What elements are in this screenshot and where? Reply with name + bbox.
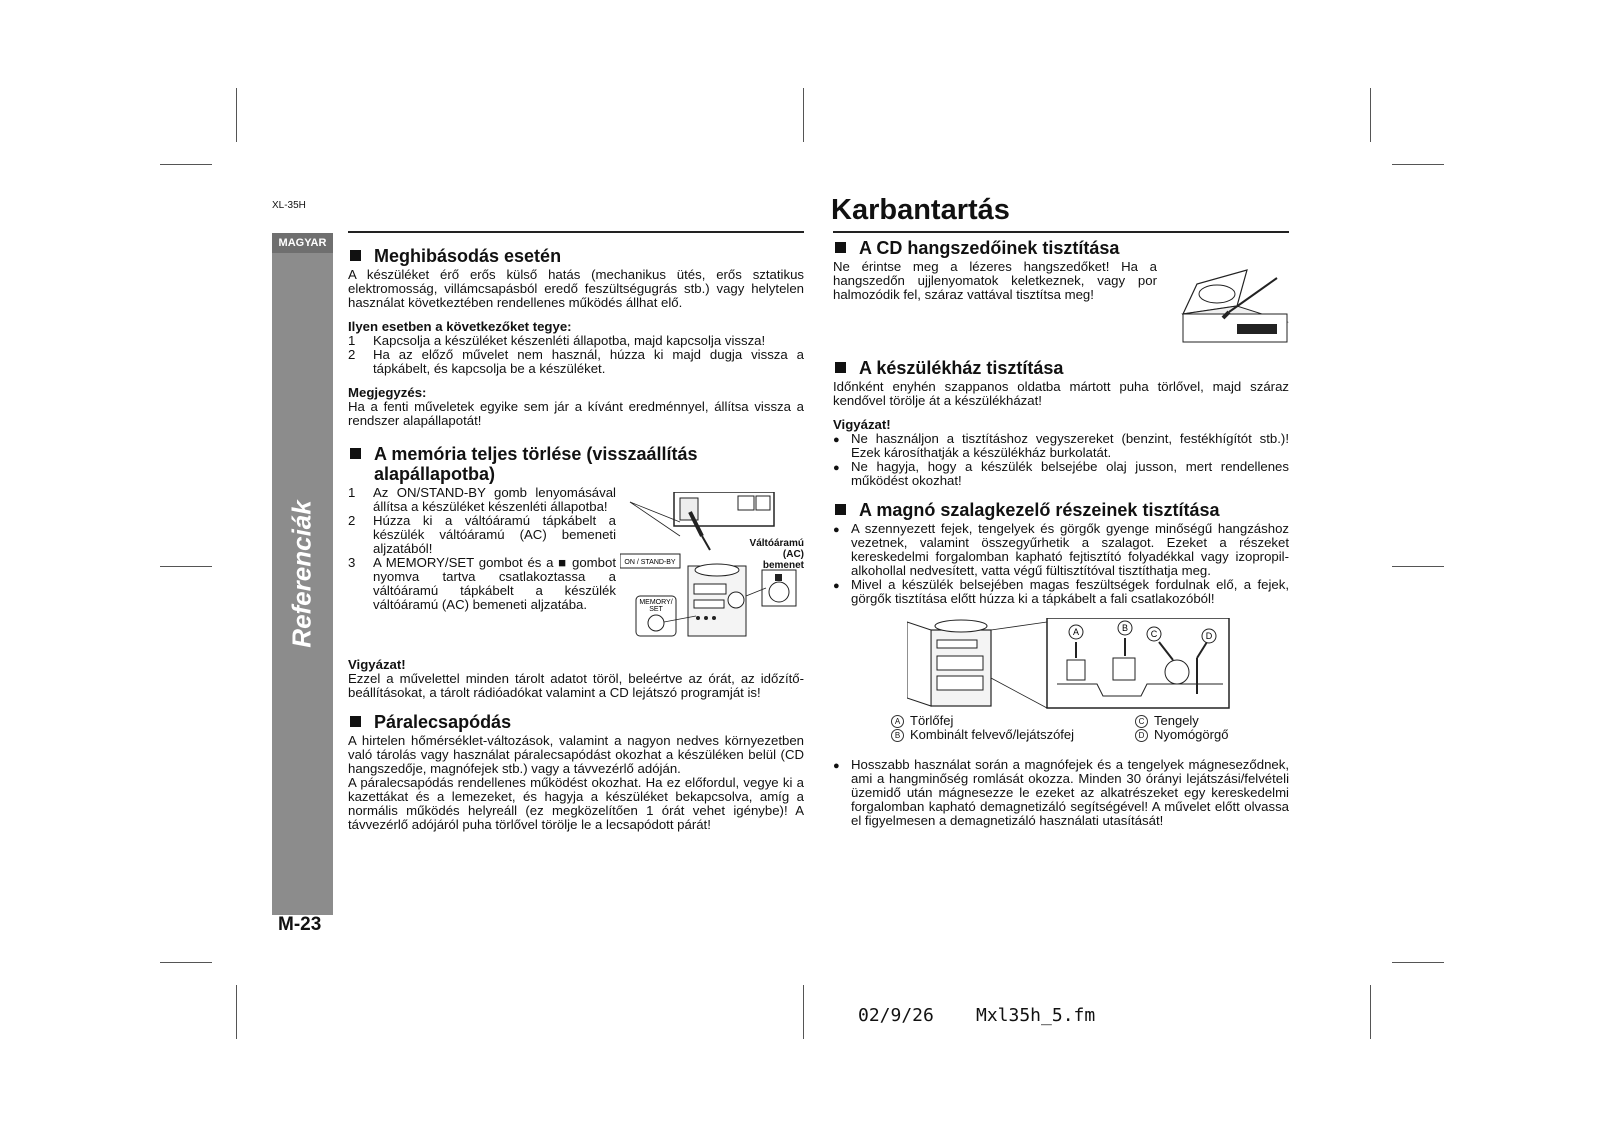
tape-figure — [833, 612, 1289, 714]
list-item: ● Hosszabb használat során a magnófejek és a tengelyek mágneseződnek, ami a hangminőség romlását okozza. Minden 30 órányi lejátszási/felvételi üzemidő után mágnesezze le ezeket az alkatrészeket egy kereskedelmi forgalomban kapható demagnetizáló segítségével! A művelet előtt olvassa el figyelmesen a demagnetizáló használati utasítását! — [833, 758, 1289, 828]
paragraph: A készüléket érő erős külső hatás (mechanikus ütés, erős sztatikus elektromosság, villámcsapásból eredő feszültségugrás stb.) vagy helytelen használat következtében rendellenes működés állhat elő. — [348, 267, 804, 310]
right-column — [833, 234, 1289, 828]
crop-mark — [803, 985, 804, 1039]
crop-mark — [236, 88, 237, 142]
square-bullet-icon — [835, 362, 846, 373]
list-item: 2 Húzza ki a váltóáramú tápkábelt a készülék váltóáramú (AC) bemeneti aljzatából! — [348, 513, 616, 556]
crop-mark — [160, 566, 212, 567]
paragraph: Ne érintse meg a lézeres hangszedőket! Ha a hangszedőn ujjlenyomatok keletkeznek, vagy por halmozódik fel, száraz vattával tisztítsa meg! — [833, 259, 1157, 302]
square-bullet-icon — [350, 250, 361, 261]
section-heading: Páralecsapódás — [348, 712, 804, 732]
crop-mark — [160, 164, 212, 165]
legend-item: B Kombinált felvevő/lejátszófej — [891, 728, 1135, 742]
list-item: 3 A MEMORY/SET gombot és a ■ gombot nyomva tartva csatlakoztassa a váltóáramú tápkábelt a készülék váltóáramú (AC) bemeneti aljzatába. — [348, 555, 616, 612]
section-heading: A magnó szalagkezelő részeinek tisztítása — [833, 500, 1289, 520]
paragraph: Ezzel a művelettel minden tárolt adatot töröl, beleértve az órát, az időzítő-beállításokat, a tárolt rádióadókat valamint a CD lejátszó programját is! — [348, 671, 804, 700]
reset-block — [348, 486, 804, 648]
figure-caption: Váltóáramú (AC) bemenet — [749, 538, 804, 571]
memory-set-label-1: MEMORY/ — [639, 599, 673, 606]
callout-label: C — [1150, 629, 1158, 639]
crop-mark — [1392, 566, 1444, 567]
square-bullet-icon — [350, 716, 361, 727]
footer-date: 02/9/26 — [858, 1005, 934, 1026]
crop-mark — [1370, 88, 1371, 142]
subheading: Ilyen esetben a következőket tegye: — [348, 319, 572, 334]
memory-set-label-2: SET — [649, 606, 663, 613]
page-number: M-23 — [278, 914, 322, 935]
square-bullet-icon — [350, 448, 361, 459]
paragraph: A hirtelen hőmérséklet-változások, valamint a nagyon nedves környezetben való tárolás vagy használat páralecsapódást okozhat a készüléken belül (CD hangszedője, magnófejek stb.) vagy a távvezérlő adóján. — [348, 733, 804, 776]
callout-label: D — [1205, 631, 1213, 641]
list-item: ● Mivel a készülék belsejében magas feszültségek fordulnak elő, a fejek, görgők tisztítása előtt húzza ki a tápkábelt a fali csatlakozóból! — [833, 578, 1289, 606]
right-top-rule — [833, 231, 1289, 233]
section-heading: A memória teljes törlése (visszaállítás alapállapotba) — [348, 444, 804, 484]
bullet-icon — [833, 432, 851, 460]
list-item: 2 Ha az előző művelet nem használ, húzza ki majd dugja vissza a tápkábelt, és kapcsolja be a készüléket. — [348, 347, 804, 376]
legend-item: C Tengely — [1135, 714, 1285, 728]
section-heading: Meghibásodás esetén — [348, 246, 804, 266]
callout-label: A — [1072, 627, 1080, 637]
legend-item: D Nyomógörgő — [1135, 728, 1285, 742]
bullet-icon — [833, 522, 851, 578]
square-bullet-icon — [835, 504, 846, 515]
tape-head-illustration — [907, 618, 1231, 710]
callout-label: B — [1121, 623, 1129, 633]
paragraph: Időnként enyhén szappanos oldatba mártott puha törlővel, majd száraz kendővel törölje át a készülékházat! — [833, 379, 1289, 408]
section-heading: A készülékház tisztítása — [833, 358, 1289, 378]
page-title: Karbantartás — [831, 194, 1010, 226]
list-item: 1 Kapcsolja a készüléket készenléti állapotba, majd kapcsolja vissza! — [348, 333, 766, 348]
side-label: Referenciák — [286, 500, 317, 648]
footer-filename: Mxl35h_5.fm — [976, 1005, 1096, 1026]
list-item: ● Ne használjon a tisztításhoz vegyszereket (benzint, festékhígítót stb.)! Ezek károsíthatják a készülékház burkolatát. — [833, 432, 1289, 460]
left-top-rule — [348, 231, 804, 233]
subheading: Vigyázat! — [833, 417, 891, 432]
subheading: Vigyázat! — [348, 657, 406, 672]
list-item: ● A szennyezett fejek, tengelyek és görgők gyenge minőségű hangzáshoz vezetnek, valamint összegyűrhetik a szalagot. Ezeket a részeket kereskedelmi forgalomban kapható fejtisztító folyadékkal vagy izopropil-alkohollal nedvesített, vatta végű fültisztítóval tisztíthatja meg. — [833, 522, 1289, 578]
crop-mark — [803, 88, 804, 142]
paragraph: A páralecsapódás rendellenes működést okozhat. Ha ez előfordul, vegye ki a kazettákat és a lemezeket, és hagyja a készüléket bekapcsolva, amíg a normális működés helyreáll (ez megközelítően 1 órát vehet igénybe)! A távvezérlő adójáról puha törlővel törölje le a lecsapódott párát! — [348, 775, 804, 832]
crop-mark — [160, 962, 212, 963]
model-number: XL-35H — [272, 200, 306, 211]
subheading: Megjegyzés: — [348, 385, 427, 400]
cd-block — [833, 260, 1289, 352]
section-heading: A CD hangszedőinek tisztítása — [833, 238, 1289, 258]
bullet-icon — [833, 758, 851, 828]
list-item: 1 Az ON/STAND-BY gomb lenyomásával állítsa a készüléket készenléti állapotba! — [348, 485, 616, 514]
paragraph: Ha a fenti műveletek egyike sem jár a kívánt eredménnyel, állítsa vissza a rendszer alapállapotát! — [348, 399, 804, 428]
on-standby-label: ON / STAND-BY — [624, 559, 676, 566]
crop-mark — [236, 985, 237, 1039]
figure-legend — [891, 714, 1289, 742]
bullet-icon — [833, 578, 851, 606]
square-bullet-icon — [835, 242, 846, 253]
cd-pickup-illustration — [1177, 262, 1289, 346]
crop-mark — [1392, 962, 1444, 963]
list-item: ● Ne hagyja, hogy a készülék belsejébe olaj jusson, mert rendellenes működést okozhat! — [833, 460, 1289, 488]
legend-item: A Törlőfej — [891, 714, 1135, 728]
crop-mark — [1370, 985, 1371, 1039]
crop-mark — [1392, 164, 1444, 165]
language-tab: MAGYAR — [272, 233, 333, 253]
bullet-icon — [833, 460, 851, 488]
left-column — [348, 234, 804, 832]
